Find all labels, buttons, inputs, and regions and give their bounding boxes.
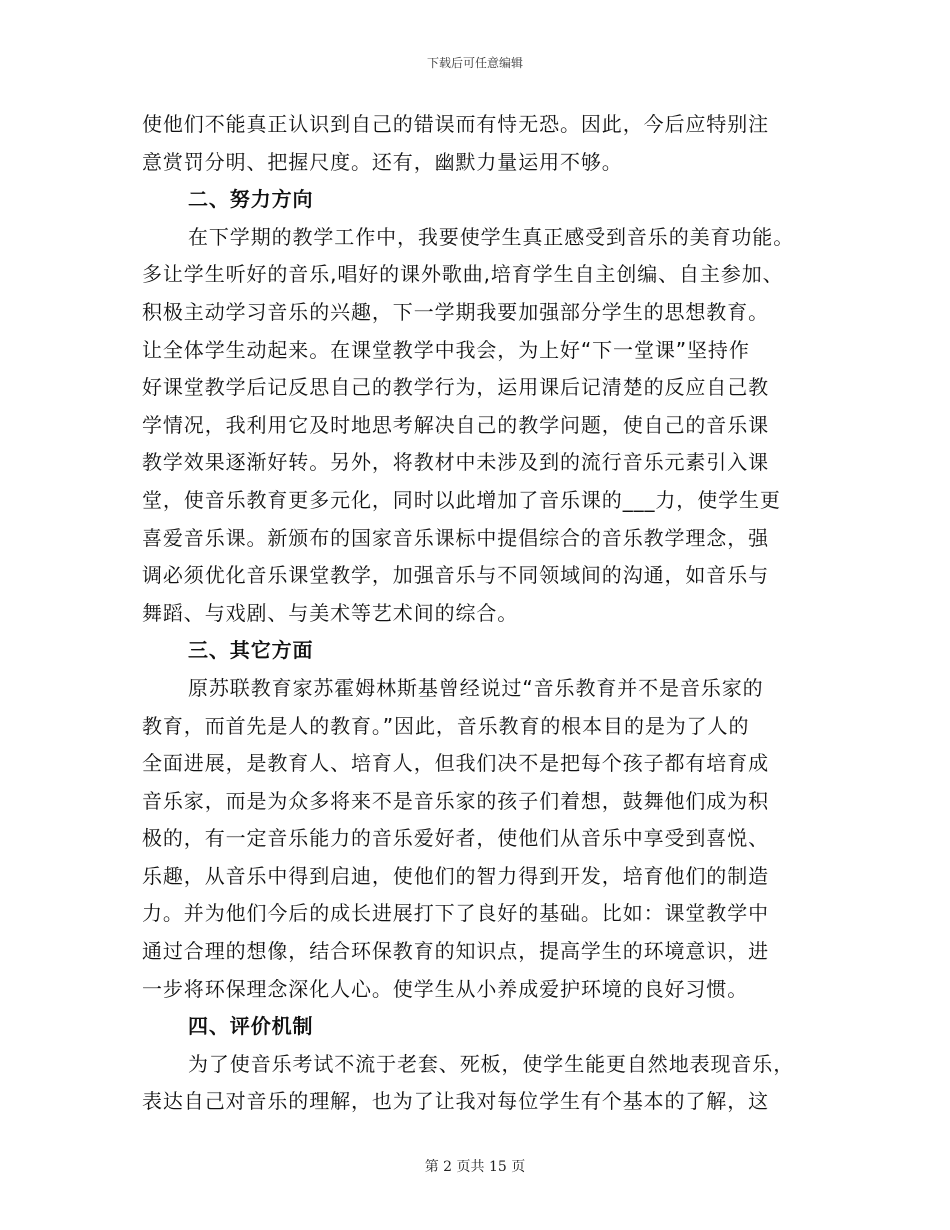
document-body bbox=[142, 106, 810, 1121]
body-line: 一步将环保理念深化人心。使学生从小养成爱护环境的良好习惯。 bbox=[142, 976, 749, 1001]
page-header: 下载后可任意编辑 bbox=[426, 56, 523, 70]
body-line: 表达自己对音乐的理解，也为了让我对每位学生有个基本的了解，这 bbox=[142, 1089, 769, 1114]
body-line: 全面进展，是教育人、培育人，但我们决不是把每个孩子都有培育成 bbox=[142, 751, 769, 776]
body-line: 极的，有一定音乐能力的音乐爱好者，使他们从音乐中享受到喜悦、 bbox=[142, 826, 769, 851]
body-line: 好课堂教学后记反思自己的教学行为，运用课后记清楚的反应自己教 bbox=[142, 375, 769, 400]
body-line: 堂，使音乐教育更多元化，同时以此增加了音乐课的___力，使学生更 bbox=[142, 487, 781, 512]
page-number-footer: 第 2 页共 15 页 bbox=[424, 1159, 526, 1175]
body-line: 积极主动学习音乐的兴趣，下一学期我要加强部分学生的思想教育。 bbox=[142, 299, 769, 324]
paragraph-first-line: 原苏联教育家苏霍姆林斯基曾经说过“音乐教育并不是音乐家的 bbox=[188, 675, 764, 700]
body-line: 力。并为他们今后的成长进展打下了良好的基础。比如：课堂教学中 bbox=[142, 901, 769, 926]
body-line: 学情况，我利用它及时地思考解决自己的教学问题，使自己的音乐课 bbox=[142, 412, 769, 437]
section-heading: 三、其它方面 bbox=[188, 638, 314, 663]
body-line: 教育，而首先是人的教育。”因此，音乐教育的根本目的是为了人的 bbox=[142, 713, 750, 738]
paragraph-first-line: 为了使音乐考试不流于老套、死板，使学生能更自然地表现音乐， bbox=[188, 1051, 795, 1076]
paragraph-first-line: 在下学期的教学工作中，我要使学生真正感受到音乐的美育功能。 bbox=[188, 224, 795, 249]
body-line: 多让学生听好的音乐,唱好的课外歌曲,培育学生自主创编、自主参加、 bbox=[142, 262, 784, 287]
body-line: 舞蹈、与戏剧、与美术等艺术间的综合。 bbox=[142, 600, 519, 625]
body-line: 喜爱音乐课。新颁布的国家音乐课标中提倡综合的音乐教学理念，强 bbox=[142, 525, 769, 550]
body-line: 调必须优化音乐课堂教学，加强音乐与不同领域间的沟通，如音乐与 bbox=[142, 563, 769, 588]
body-line: 音乐家，而是为众多将来不是音乐家的孩子们着想，鼓舞他们成为积 bbox=[142, 788, 769, 813]
body-line: 乐趣，从音乐中得到启迪，使他们的智力得到开发，培育他们的制造 bbox=[142, 863, 769, 888]
body-line: 教学效果逐渐好转。另外，将教材中未涉及到的流行音乐元素引入课 bbox=[142, 450, 769, 475]
body-line: 让全体学生动起来。在课堂教学中我会，为上好“下一堂课”坚持作 bbox=[142, 337, 750, 362]
body-line: 使他们不能真正认识到自己的错误而有恃无恐。因此，今后应特别注 bbox=[142, 112, 769, 136]
body-line: 通过合理的想像，结合环保教育的知识点，提高学生的环境意识，进 bbox=[142, 939, 769, 964]
body-line: 意赏罚分明、把握尺度。还有，幽默力量运用不够。 bbox=[142, 149, 623, 174]
section-heading: 四、评价机制 bbox=[188, 1014, 314, 1039]
section-heading: 二、努力方向 bbox=[188, 187, 314, 212]
